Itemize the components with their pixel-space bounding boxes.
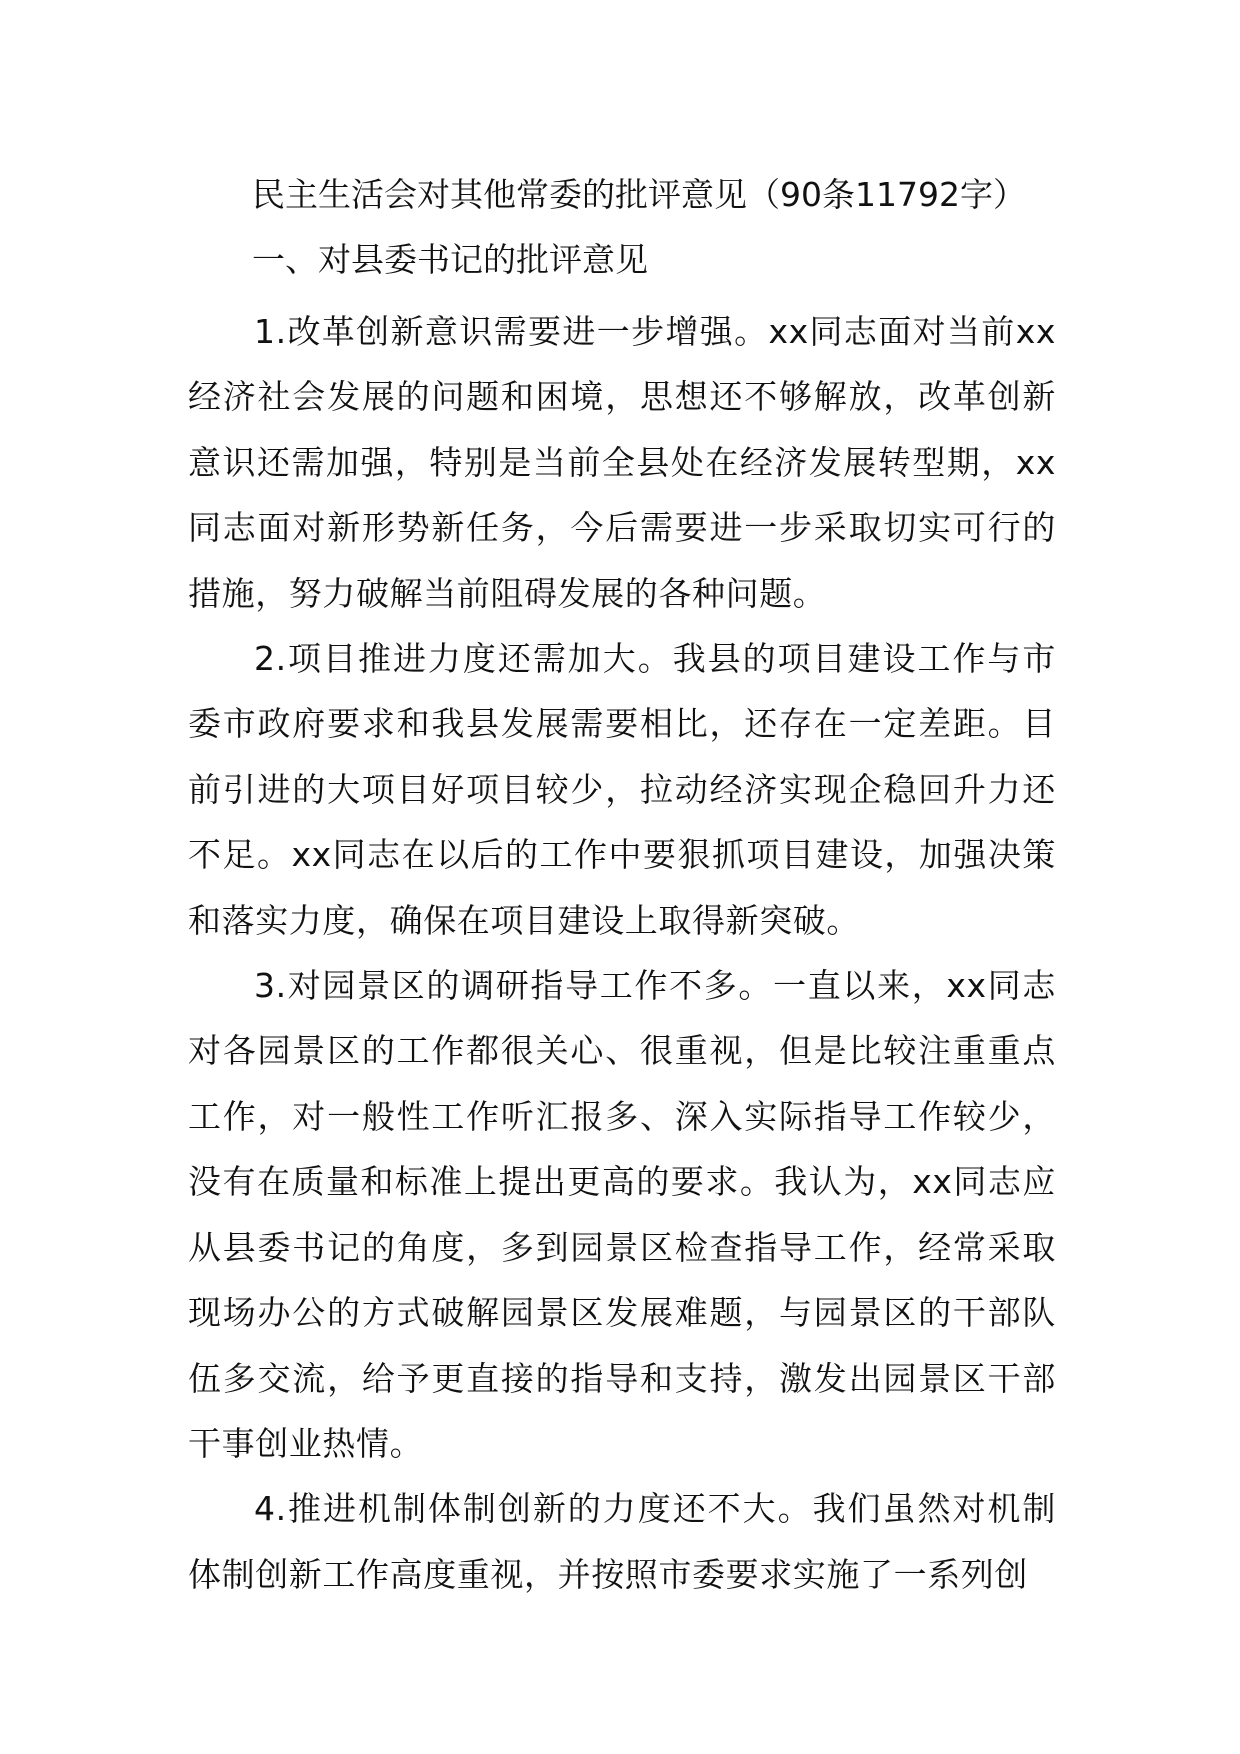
paragraph-4: 4.推进机制体制创新的力度还不大。我们虽然对机制体制创新工作高度重视，并按照市委要求实施了一系列创 <box>188 1489 1056 1594</box>
paragraph-3: 3.对园景区的调研指导工作不多。一直以来，xx同志对各园景区的工作都很关心、很重视，但是比较注重重点工作，对一般性工作听汇报多、深入实际指导工作较少，没有在质量和标准上提出更高的要求。我认为，xx同志应从县委书记的角度，多到园景区检查指导工作，经常采取现场办公的方式破解园景区发展难题，与园景区的干部队伍多交流，给予更直接的指导和支持，激发出园景区干部干事创业热情。 <box>188 966 1056 1463</box>
paragraph-2: 2.项目推进力度还需加大。我县的项目建设工作与市委市政府要求和我县发展需要相比，还存在一定差距。目前引进的大项目好项目较少，拉动经济实现企稳回升力还不足。xx同志在以后的工作中要狠抓项目建设，加强决策和落实力度，确保在项目建设上取得新突破。 <box>188 639 1056 940</box>
document-title: 民主生活会对其他常委的批评意见（90条11792字） <box>252 175 1026 214</box>
section-heading: 一、对县委书记的批评意见 <box>252 240 648 279</box>
body-text <box>188 299 1056 1607</box>
document-page <box>188 0 1056 1754</box>
paragraph-1: 1.改革创新意识需要进一步增强。xx同志面对当前xx经济社会发展的问题和困境，思想还不够解放，改革创新意识还需加强，特别是当前全县处在经济发展转型期，xx同志面对新形势新任务，今后需要进一步采取切实可行的措施，努力破解当前阻碍发展的各种问题。 <box>188 312 1056 613</box>
